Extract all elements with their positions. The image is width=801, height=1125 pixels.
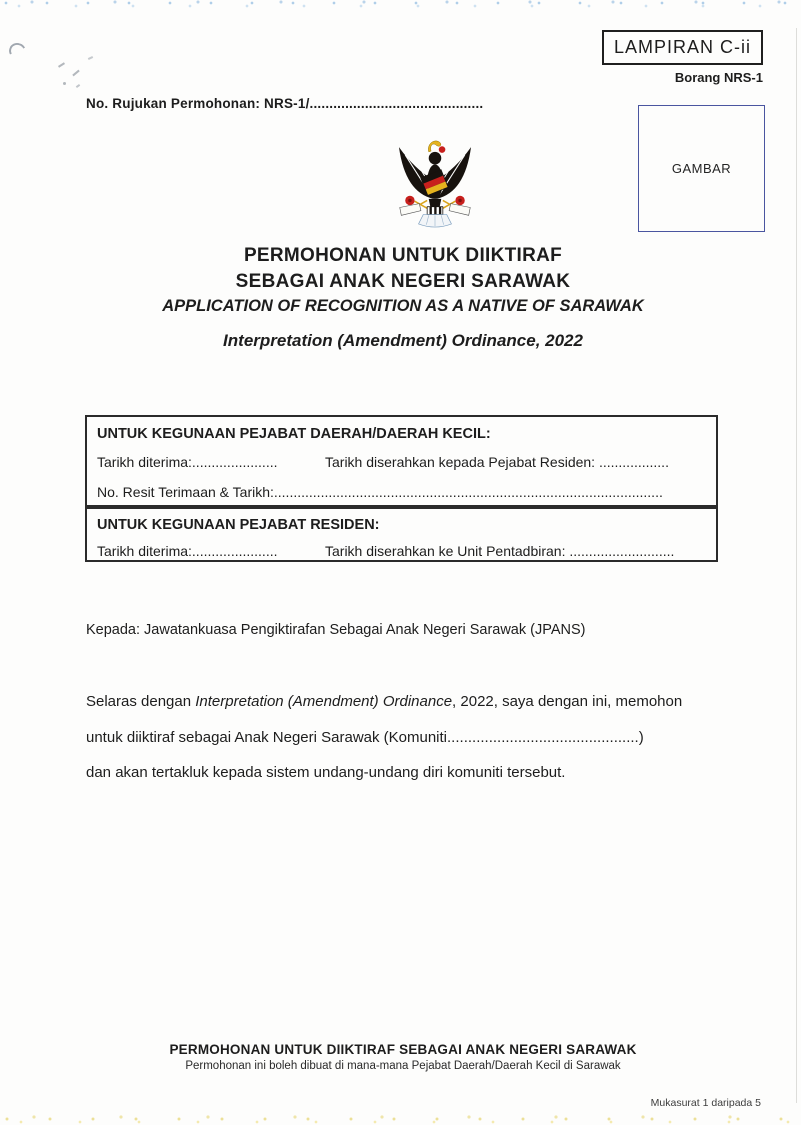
resident-office-box-header: UNTUK KEGUNAAN PEJABAT RESIDEN: xyxy=(97,517,380,533)
page-number: Mukasurat 1 daripada 5 xyxy=(650,1097,761,1109)
paragraph-line-2: untuk diiktiraf sebagai Anak Negeri Sarawak (Komuniti..............................................) xyxy=(86,728,644,746)
date-forwarded-field: Tarikh diserahkan ke Unit Pentadbiran: ........................... xyxy=(325,543,675,559)
paragraph-line-3: dan akan tertakluk kepada sistem undang-undang diri komuniti tersebut. xyxy=(86,764,566,781)
ordinance-title: Interpretation (Amendment) Ordinance, 2022 xyxy=(223,331,583,350)
district-office-box-header: UNTUK KEGUNAAN PEJABAT DAERAH/DAERAH KECIL: xyxy=(97,426,491,442)
district-office-receipt-row xyxy=(97,477,706,507)
scan-artifact-dash xyxy=(88,56,93,60)
footer-subtitle: Permohonan ini boleh dibuat di mana-mana Pejabat Daerah/Daerah Kecil di Sarawak xyxy=(185,1060,621,1072)
borang-label: Borang NRS-1 xyxy=(674,70,763,85)
photo-box xyxy=(638,105,765,232)
lampiran-tag-box xyxy=(602,30,763,65)
form-title-line1: PERMOHONAN UNTUK DIIKTIRAF xyxy=(243,245,563,266)
receipt-number-field: No. Resit Terimaan & Tarikh:.................................................................................................... xyxy=(97,484,663,500)
paragraph-line-1 xyxy=(86,684,731,720)
scan-edge-top xyxy=(0,0,801,9)
footer-title: PERMOHONAN UNTUK DIIKTIRAF SEBAGAI ANAK NEGERI SARAWAK xyxy=(169,1042,637,1057)
form-title-line2: SEBAGAI ANAK NEGERI SARAWAK xyxy=(235,271,571,292)
photo-box-label: GAMBAR xyxy=(671,161,732,176)
date-received-field: Tarikh diterima:...................... xyxy=(97,543,278,559)
resident-office-use-box xyxy=(85,507,718,562)
paragraph-line1-pre: Selaras dengan xyxy=(86,693,196,710)
ordinance-name-italic: Interpretation (Amendment) Ordinance xyxy=(195,693,453,710)
district-office-use-box xyxy=(85,415,718,507)
date-forwarded-field: Tarikh diserahkan kepada Pejabat Residen: .................. xyxy=(325,454,669,470)
scan-edge-bottom xyxy=(0,1112,801,1125)
form-title-english: APPLICATION OF RECOGNITION AS A NATIVE OF SARAWAK xyxy=(162,297,644,315)
district-office-dates-row xyxy=(97,447,706,477)
resident-office-dates-row xyxy=(97,538,706,565)
scan-artifact-dash xyxy=(58,62,65,67)
lampiran-label: LAMPIRAN C-ii xyxy=(613,37,751,57)
addressee-line: Kepada: Jawatankuasa Pengiktirafan Sebagai Anak Negeri Sarawak (JPANS) xyxy=(86,622,586,638)
date-received-field: Tarikh diterima:...................... xyxy=(97,454,278,470)
sarawak-coat-of-arms-icon xyxy=(388,134,482,234)
application-reference-line: No. Rujukan Permohonan: NRS-1/............................................ xyxy=(86,96,484,111)
paragraph-line1-post: , 2022, saya dengan ini, memohon xyxy=(452,693,683,710)
scan-edge-right xyxy=(796,28,797,1103)
declaration-paragraph xyxy=(86,684,731,791)
scan-artifact-curl xyxy=(7,41,28,61)
